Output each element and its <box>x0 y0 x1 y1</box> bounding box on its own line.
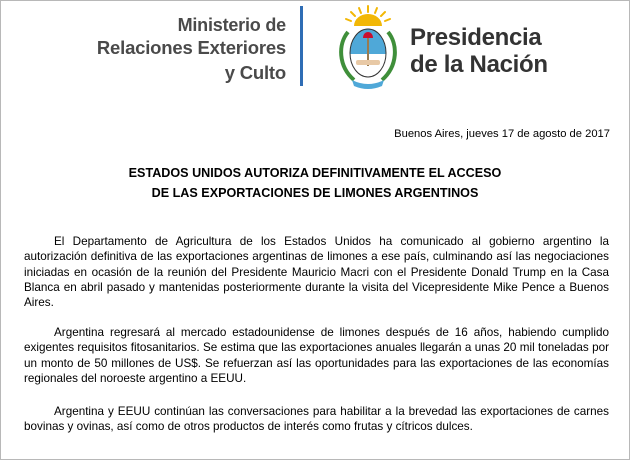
presidency-line-1: Presidencia <box>410 24 542 51</box>
ministry-name <box>97 14 286 85</box>
presidency-line-2: de la Nación <box>410 51 548 78</box>
headline-line-1: ESTADOS UNIDOS AUTORIZA DEFINITIVAMENTE EL ACCESO <box>128 166 502 180</box>
press-date: Buenos Aires, jueves 17 de agosto de 2017 <box>394 128 610 140</box>
ministry-line-2: Relaciones Exteriores <box>96 37 286 58</box>
ministry-line-3: y Culto <box>224 62 286 83</box>
ministry-line-1: Ministerio de <box>177 15 286 35</box>
press-headline <box>0 163 630 203</box>
body-paragraph-2: Argentina regresará al mercado estadounidense de limones después de 16 años, habiendo cumplido exigentes requisitos fitosanitarios. Se estima que las exportaciones anuales llegarán a unas 20 mil toneladas por un monto de 50 millones de US$. Se refuerzan así las oportunidades para las exportaciones de las economías regionales del noroeste argentino a EEUU. <box>24 326 609 385</box>
body-paragraph-1: El Departamento de Agricultura de los Estados Unidos ha comunicado al gobierno argentino la autorización definitiva de las exportaciones argentinas de limones a ese país, culminando así las negociaciones iniciadas en ocasión de la reunión del Presidente Mauricio Macri con el Presidente Donald Trump en la Casa Blanca en abril pasado y mantenidas posteriormente durante la visita del Vicepresidente Mike Pence a Buenos Aires. <box>24 235 609 310</box>
headline-line-2: DE LAS EXPORTACIONES DE LIMONES ARGENTINOS <box>151 186 479 200</box>
presidency-name <box>410 24 548 78</box>
header-divider <box>300 6 303 86</box>
body-paragraph-3: Argentina y EEUU continúan las conversaciones para habilitar a la brevedad las exportaciones de carnes bovinas y ovinas, así como de otros productos de interés como frutas y cítricos dulces. <box>24 405 609 434</box>
argentine-coat-of-arms-icon <box>332 4 404 90</box>
